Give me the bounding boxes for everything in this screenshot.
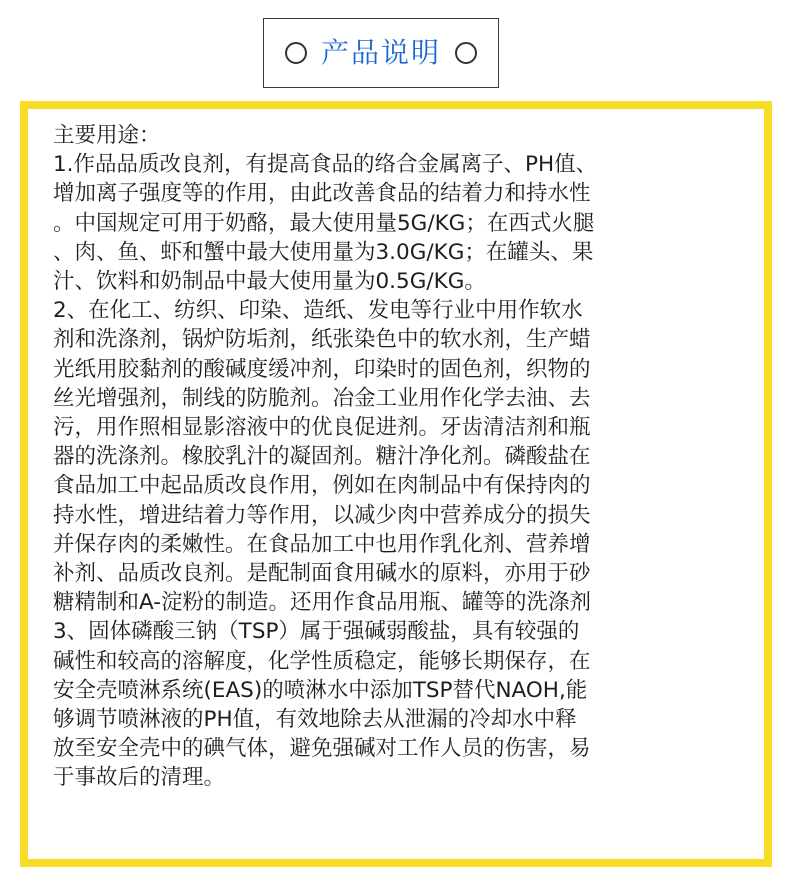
- page-title: 产品说明: [320, 36, 441, 69]
- description-content: [53, 121, 747, 793]
- section-heading: 主要用途：: [53, 123, 161, 148]
- paragraph-2: 2、在化工、纺织、印染、造纸、发电等行业中用作软水 剂和洗涤剂，锅炉防垢剂，纸张染色中的软水剂，生产蜡 光纸用胶黏剂的酸碱度缓冲剂，印染时的固色剂，织物的 丝光增强剂，制线的防脆剂。冶金工业用作化学去油、去 污，用作照相显影溶液中的优良促进剂。牙齿清洁剂和瓶 器的洗涤剂。橡胶乳汁的凝固剂。糖汁净化剂。磷酸盐在 食品加工中起品质改良作用，例如在肉制品中有保持肉的 持水性，增进结着力等作用，以减少肉中营养成分的损失 并保存肉的柔嫩性。在食品加工中也用作乳化剂、营养增 补剂、品质改良剂。是配制面食用碱水的原料，亦用于砂 糖精制和A-淀粉的制造。还用作食品用瓶、罐等的洗涤剂: [53, 298, 591, 616]
- circle-icon: [455, 42, 477, 64]
- paragraph-3: 3、固体磷酸三钠（TSP）属于强碱弱酸盐，具有较强的 碱性和较高的溶解度，化学性质稳定，能够长期保存，在 安全壳喷淋系统(EAS)的喷淋水中添加TSP替代NAOH,能 够调节喷淋液的PH值，有效地除去从泄漏的冷却水中释 放至安全壳中的碘气体，避免强碱对工作人员的伤害，易 于事故后的清理。: [53, 619, 591, 791]
- paragraph-1: 1.作品品质改良剂，有提高食品的络合金属离子、PH值、 增加离子强度等的作用，由此改善食品的结着力和持水性 。中国规定可用于奶酪，最大使用量5G/KG；在西式火腿 、肉、鱼、虾和蟹中最大使用量为3.0G/KG；在罐头、果 汁、饮料和奶制品中最大使用量为0.5G/KG。: [53, 152, 598, 295]
- circle-icon: [285, 42, 307, 64]
- title-box: [263, 18, 499, 88]
- content-frame: [20, 101, 772, 867]
